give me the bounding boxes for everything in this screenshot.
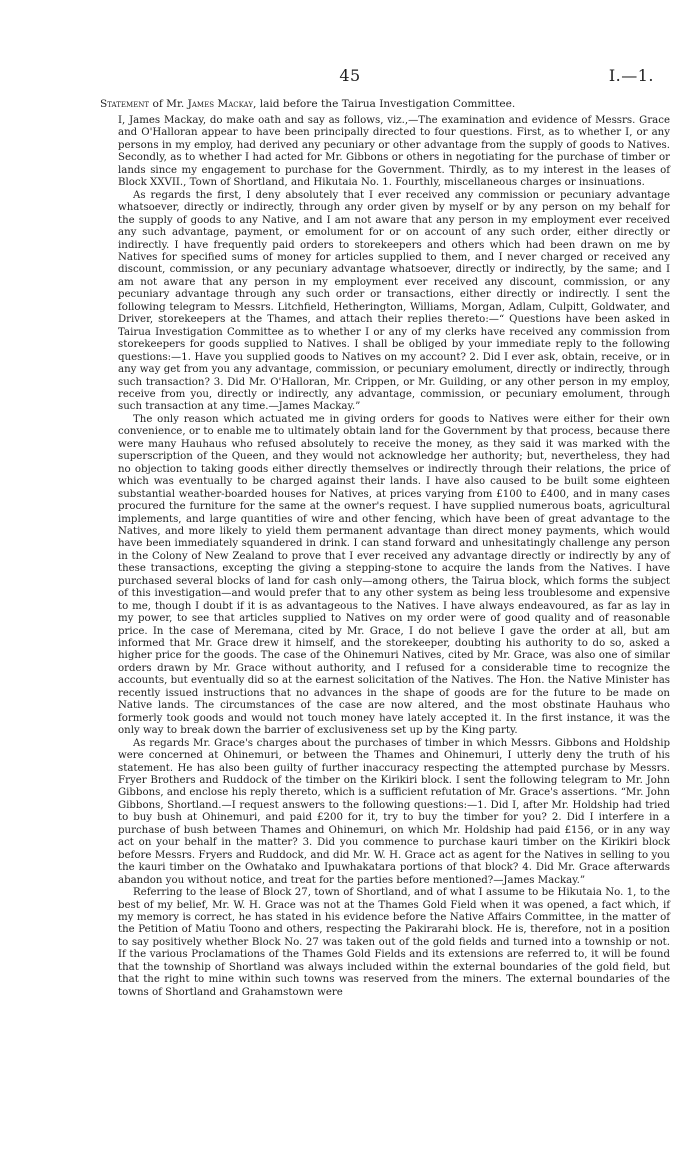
statement-title [100, 98, 670, 110]
paragraph-3: The only reason which actuated me in giving orders for goods to Natives were either for their own convenience, or to enable me to ultimately obtain land for the Government by that process, because there were many Hauhaus who refused absolutely to receive the money, as they said it was marked with the superscription of the Queen, and they would not acknowledge her authority; but, nevertheless, they had no objection to taking goods either directly themselves or indirectly through their relations, the price of which was eventually to be charged against their lands. I have also caused to be built some eighteen substantial weather-boarded houses for Natives, at prices varying from £100 to £400, and in many cases procured the furniture for the same at the owner's request. I have supplied numerous boats, agricultural implements, and large quantities of wire and other fencing, which have been of great advantage to the Natives, and more likely to yield them permanent advantage than direct money payments, which would have been immediately squandered in drink. I can stand forward and unhesitatingly challenge any person in the Colony of New Zealand to prove that I ever received any advantage directly or indirectly by any of these transactions, excepting the giving a stepping-stone to acquire the lands from the Natives. I have purchased several blocks of land for cash only—among others, the Tairua block, which forms the subject of this investigation—and would prefer that to any other system as being less troublesome and expensive to me, though I doubt if it is as advantageous to the Natives. I have always endeavoured, as far as lay in my power, to see that articles supplied to Natives on my order were of good quality and of reasonable price. In the case of Meremana, cited by Mr. Grace, I do not believe I gave the order at all, but am informed that Mr. Grace drew it himself, and the storekeeper, doubting his authority to do so, asked a higher price for the goods. The case of the Ohinemuri Natives, cited by Mr. Grace, was also one of similar orders drawn by Mr. Grace without authority, and I refused for a considerable time to recognize the accounts, but eventually did so at the earnest solicitation of the Natives. The Hon. the Native Minister has recently issued instructions that no advances in the shape of goods are for the future to be made on Native lands. The circumstances of the case are now altered, and the most obstinate Hauhaus who formerly took goods and would not touch money have lately accepted it. In the first instance, it was the only way to break down the barrier of exclusiveness set up by the King party. [118, 413, 670, 737]
title-name: James Mackay, [187, 98, 257, 110]
paragraph-1: I, James Mackay, do make oath and say as follows, viz.,—The examination and evidence of Messrs. Grace and O'Halloran appear to have been principally directed to four questions. First, as to whether I, or any persons in my employ, had derived any pecuniary or other advantage from the supply of goods to Natives. Secondly, as to whether I had acted for Mr. Gibbons or others in negotiating for the purchase of timber or lands since my engagement to purchase for the Government. Thirdly, as to my interest in the leases of Block XXVII., Town of Shortland, and Hikutaia No. 1. Fourthly, miscellaneous charges or insinuations. [118, 115, 670, 189]
page-header [0, 66, 700, 88]
paragraph-4: As regards Mr. Grace's charges about the purchases of timber in which Messrs. Gibbons and Holdship were concerned at Ohinemuri, or between the Thames and Ohinemuri, I utterly deny the truth of his statement. He has also been guilty of further inaccuracy respecting the attempted purchase by Messrs. Fryer Brothers and Ruddock of the timber on the Kirikiri block. I sent the following telegram to Mr. John Gibbons, and enclose his reply thereto, which is a sufficient refutation of Mr. Grace's assertions. “Mr. John Gibbons, Shortland.—I request answers to the following questions:—1. Did I, after Mr. Holdship had tried to buy bush at Ohinemuri, and paid £200 for it, try to buy the timber for you? 2. Did I interfere in a purchase of bush between Thames and Ohinemuri, on which Mr. Holdship had paid £156, or in any way act on your behalf in the matter? 3. Did you commence to purchase kauri timber on the Kirikiri block before Messrs. Fryers and Ruddock, and did Mr. W. H. Grace act as agent for the Natives in selling to you the kauri timber on the Owhatako and Ipuwhakatara portions of that block? 4. Did Mr. Grace afterwards abandon you without notice, and treat for the parties before mentioned?—James Mackay.” [118, 737, 670, 886]
statement-body [118, 115, 670, 999]
title-of: of Mr. [152, 98, 185, 110]
document-reference: I.—1. [608, 66, 654, 85]
paragraph-2: As regards the first, I deny absolutely that I ever received any commission or pecuniary advantage whatsoever, directly or indirectly, through any order given by myself or by any person on my behalf for the supply of goods to any Native, and I am not aware that any person in my employment ever received any such advantage, payment, or emolument for or on account of any such order, either directly or indirectly. I have frequently paid orders to storekeepers and others which had been drawn on me by Natives for specified sums of money for articles supplied to them, and I never charged or received any discount, commission, or any pecuniary advantage whatsoever, directly or indirectly, by the same; and I am not aware that any person in my employment ever received any discount, commission, or any pecuniary advantage through any such order or transactions, either directly or indirectly. I sent the following telegram to Messrs. Litchfield, Hetherington, Williams, Morgan, Adlam, Culpitt, Goldwater, and Driver, storekeepers at the Thames, and attach their replies thereto:—“ Questions have been asked in Tairua Investigation Committee as to whether I or any of my clerks have received any commission from storekeepers for goods supplied to Natives. I shall be obliged by your immediate reply to the following questions:—1. Have you supplied goods to Natives on my account? 2. Did I ever ask, obtain, receive, or in any way get from you any advantage, commission, or pecuniary emolument, directly or indirectly, through such transaction? 3. Did Mr. O'Halloran, Mr. Crippen, or Mr. Guilding, or any other person in my employ, receive from you, directly or indirectly, any advantage, commission, or pecuniary emolument, through such transaction at any time.—James Mackay.” [118, 189, 670, 413]
paragraph-5: Referring to the lease of Block 27, town of Shortland, and of what I assume to be Hikutaia No. 1, to the best of my belief, Mr. W. H. Grace was not at the Thames Gold Field when it was opened, a fact which, if my memory is correct, he has stated in his evidence before the Native Affairs Committee, in the matter of the Petition of Matiu Toono and others, respecting the Pakirarahi block. He is, therefore, not in a position to say positively whether Block No. 27 was taken out of the gold fields and turned into a township or not. If the various Proclamations of the Thames Gold Fields and its extensions are referred to, it will be found that the township of Shortland was always included within the external boundaries of the gold field, but that the right to mine within such towns was reserved from the miners. The external boundaries of the towns of Shortland and Grahamstown were [118, 887, 670, 998]
title-rest: laid before the Tairua Investigation Committee. [259, 98, 516, 110]
title-prefix: Statement [100, 98, 150, 110]
page-number: 45 [339, 66, 361, 85]
